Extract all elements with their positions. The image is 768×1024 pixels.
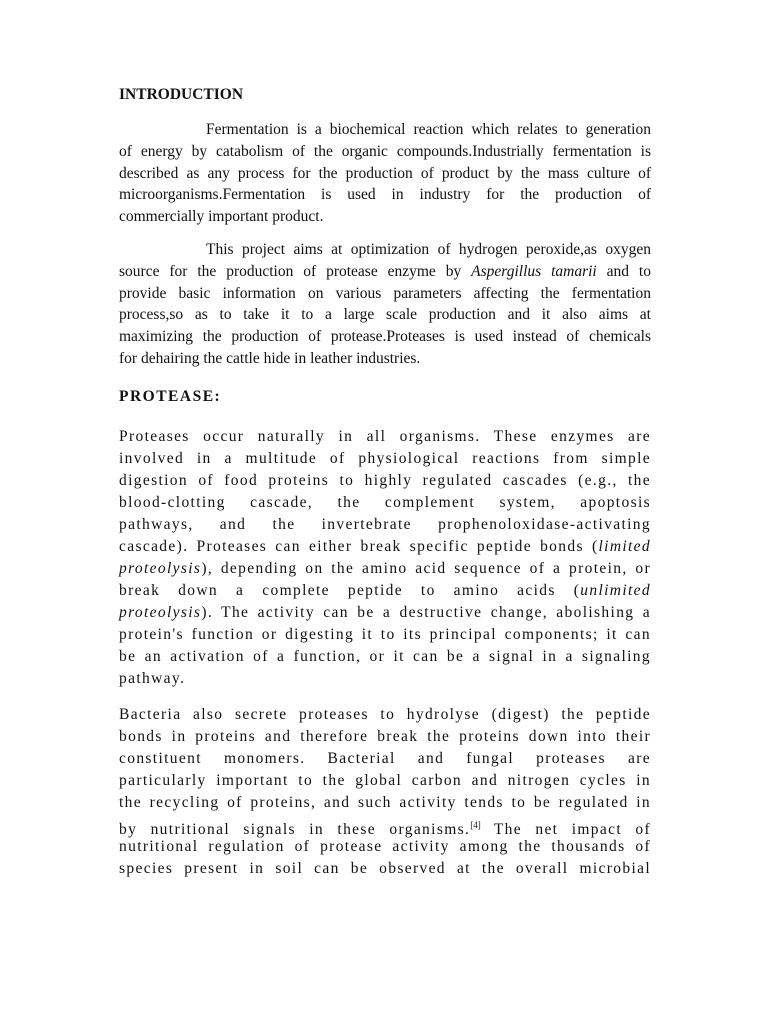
text-line: commercially important product. bbox=[119, 208, 324, 226]
introduction-heading: INTRODUCTION bbox=[119, 86, 244, 103]
text-line: microorganisms.Fermentation is used in industry for the production of bbox=[119, 186, 651, 204]
text-line: This project aims at optimization of hydrogen peroxide,as oxygen bbox=[206, 241, 651, 258]
text-line: process,so as to take it to a large scale production and it also aims at bbox=[119, 306, 651, 324]
text-line: for dehairing the cattle hide in leather industries. bbox=[119, 349, 421, 367]
text-line: source for the production of protease enzyme by Aspergillus tamarii and to bbox=[119, 262, 651, 280]
protease-paragraph-1 bbox=[119, 426, 651, 690]
italic-text: limited bbox=[598, 538, 651, 555]
text-line: the recycling of proteins, and such activity tends to be regulated in bbox=[119, 794, 651, 811]
text-line: digestion of food proteins to highly regulated cascades (e.g., the bbox=[119, 472, 651, 489]
text-line: be an activation of a function, or it can be a signal in a signaling bbox=[119, 648, 651, 665]
text-line: maximizing the production of protease.Proteases is used instead of chemicals bbox=[119, 328, 651, 346]
text-line: of energy by catabolism of the organic compounds.Industrially fermentation is bbox=[119, 142, 651, 160]
introduction-paragraph-1 bbox=[119, 119, 651, 228]
text-line: bonds in proteins and therefore break the proteins down into their bbox=[119, 728, 651, 745]
protease-paragraph-2 bbox=[119, 704, 651, 880]
text-line: protein's function or digesting it to its principal components; it can bbox=[119, 626, 651, 643]
italic-text: unlimited bbox=[580, 582, 651, 599]
text-line: pathways, and the invertebrate prophenoloxidase-activating bbox=[119, 516, 651, 533]
text-line: blood-clotting cascade, the complement system, apoptosis bbox=[119, 494, 651, 511]
text-line: Proteases occur naturally in all organisms. These enzymes are bbox=[119, 428, 651, 445]
text-line: provide basic information on various parameters affecting the fermentation bbox=[119, 284, 651, 302]
text-line: described as any process for the production of product by the mass culture of bbox=[119, 164, 651, 182]
text-line: nutritional regulation of protease activity among the thousands of bbox=[119, 838, 651, 855]
citation-reference[interactable]: [4] bbox=[470, 820, 481, 830]
text-line: cascade). Proteases can either break specific peptide bonds (limited bbox=[119, 538, 651, 555]
italic-text: proteolysis bbox=[119, 604, 202, 621]
protease-heading: PROTEASE: bbox=[119, 388, 222, 405]
text-line: Bacteria also secrete proteases to hydrolyse (digest) the peptide bbox=[119, 706, 651, 723]
text-line: proteolysis). The activity can be a destructive change, abolishing a bbox=[119, 604, 651, 621]
text-line: Fermentation is a biochemical reaction which relates to generation bbox=[206, 121, 651, 138]
italic-text: Aspergillus tamarii bbox=[471, 262, 597, 280]
text-line: species present in soil can be observed at the overall microbial bbox=[119, 860, 651, 877]
text-line: constituent monomers. Bacterial and fungal proteases are bbox=[119, 750, 651, 767]
text-line: particularly important to the global carbon and nitrogen cycles in bbox=[119, 772, 651, 789]
text-line: involved in a multitude of physiological reactions from simple bbox=[119, 450, 651, 467]
text-line: by nutritional signals in these organisms.[4] The net impact of bbox=[119, 820, 651, 838]
text-line: pathway. bbox=[119, 670, 186, 687]
italic-text: proteolysis bbox=[119, 560, 202, 577]
text-line: break down a complete peptide to amino acids (unlimited bbox=[119, 582, 651, 599]
text-line: proteolysis), depending on the amino acid sequence of a protein, or bbox=[119, 560, 651, 577]
introduction-paragraph-2 bbox=[119, 239, 651, 370]
